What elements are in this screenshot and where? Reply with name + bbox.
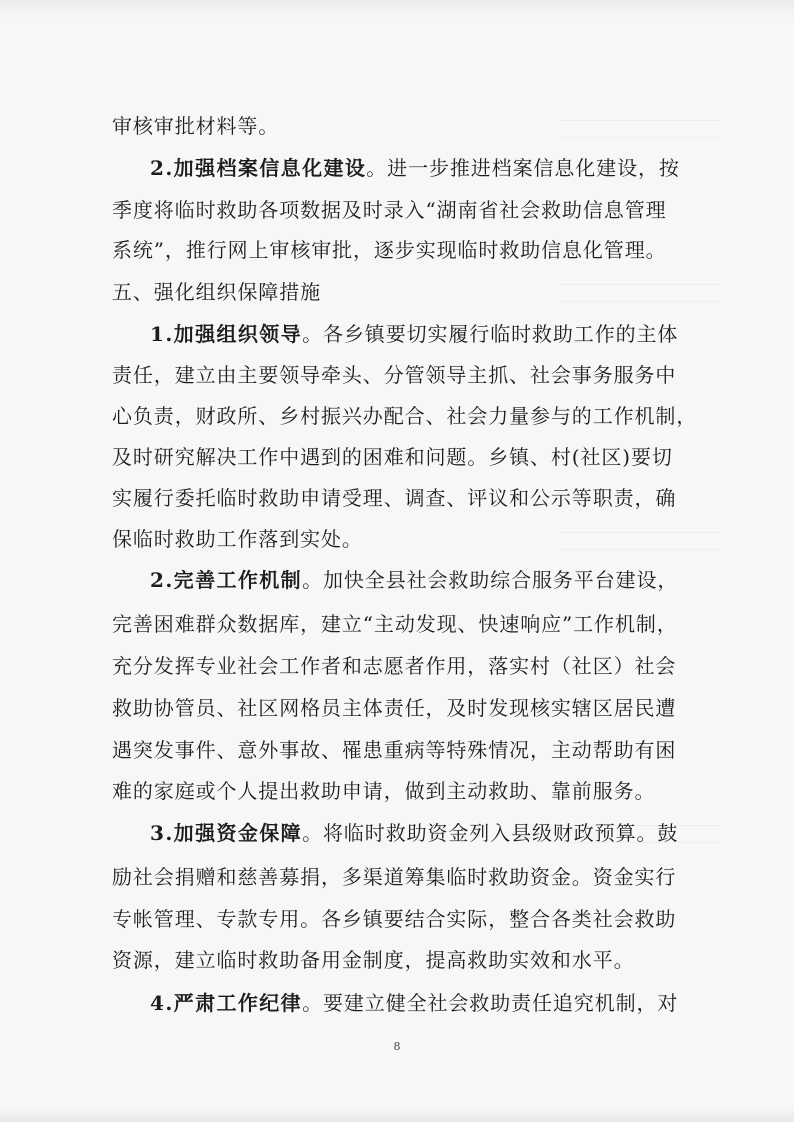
scan-edge-top	[0, 0, 794, 18]
body-line	[112, 940, 690, 980]
body-line	[112, 899, 690, 939]
body-line	[112, 396, 698, 436]
body-text: 。各乡镇要切实履行临时救助工作的主体	[302, 322, 679, 346]
body-text: 励社会捐赠和慈善募捐，多渠道筹集临时救助资金。资金实行	[112, 865, 677, 889]
body-line	[112, 730, 690, 770]
page-number: 8	[393, 1040, 401, 1053]
paragraph-first-line	[150, 314, 690, 354]
body-text: 实履行委托临时救助申请受理、调查、评议和公示等职责，确	[112, 486, 677, 510]
body-text: 专帐管理、专款专用。各乡镇要结合实际，整合各类社会救助	[112, 907, 677, 931]
body-line	[112, 190, 690, 230]
paragraph-heading: 1.加强组织领导	[150, 322, 303, 346]
body-line	[112, 106, 690, 146]
section-heading-text: 五、强化组织保障措施	[112, 280, 321, 304]
body-line	[112, 478, 690, 518]
body-text: 审核审批材料等。	[112, 114, 280, 138]
body-line	[112, 230, 690, 270]
body-line	[112, 519, 690, 559]
paragraph-heading: 4.严肃工作纪律	[150, 991, 303, 1015]
body-text: 。加快全县社会救助综合服务平台建设，	[302, 568, 679, 592]
body-text: 难的家庭或个人提出救助申请，做到主动救助、靠前服务。	[112, 779, 656, 803]
body-text: 充分发挥专业社会工作者和志愿者作用，落实村（社区）社会	[112, 654, 677, 678]
body-text: 责任，建立由主要领导牵头、分管领导主抓、社会事务服务中	[112, 363, 677, 387]
body-text: 遇突发事件、意外事故、罹患重病等特殊情况，主动帮助有困	[112, 738, 677, 762]
paragraph-heading: 2.加强档案信息化建设	[150, 156, 367, 180]
body-text: 。将临时救助资金列入县级财政预算。鼓	[302, 821, 679, 845]
scan-edge-bottom	[0, 1108, 794, 1122]
paragraph-first-line	[150, 983, 690, 1023]
body-text: 救助协管员、社区网格员主体责任，及时发现核实辖区居民遭	[112, 696, 677, 720]
body-text: 及时研究解决工作中遇到的困难和问题。乡镇、村(社区)要切	[112, 445, 673, 469]
body-text: 资源，建立临时救助备用金制度，提高救助实效和水平。	[112, 948, 635, 972]
paragraph-heading: 3.加强资金保障	[150, 821, 303, 845]
body-line	[112, 355, 690, 395]
body-line	[112, 771, 690, 811]
body-line	[112, 688, 690, 728]
body-text: 季度将临时救助各项数据及时录入“湖南省社会救助信息管理	[112, 198, 667, 222]
body-line	[112, 646, 690, 686]
paragraph-first-line	[150, 148, 690, 188]
body-text: 心负责，财政所、乡村振兴办配合、社会力量参与的工作机制，	[112, 404, 698, 428]
body-line	[112, 857, 690, 897]
body-text: 。进一步推进档案信息化建设，按	[366, 156, 680, 180]
paragraph-first-line	[150, 560, 690, 600]
paragraph-first-line	[150, 813, 690, 853]
body-text: 完善困难群众数据库，建立“主动发现、快速响应”工作机制，	[112, 612, 678, 636]
paragraph-heading: 2.完善工作机制	[150, 568, 303, 592]
body-text: 保临时救助工作落到实处。	[112, 527, 363, 551]
body-text: 。要建立健全社会救助责任追究机制，对	[302, 991, 679, 1015]
body-line	[112, 437, 690, 477]
body-text: 系统”，推行网上审核审批，逐步实现临时救助信息化管理。	[112, 238, 667, 262]
section-heading	[112, 272, 690, 312]
body-line	[112, 604, 690, 644]
